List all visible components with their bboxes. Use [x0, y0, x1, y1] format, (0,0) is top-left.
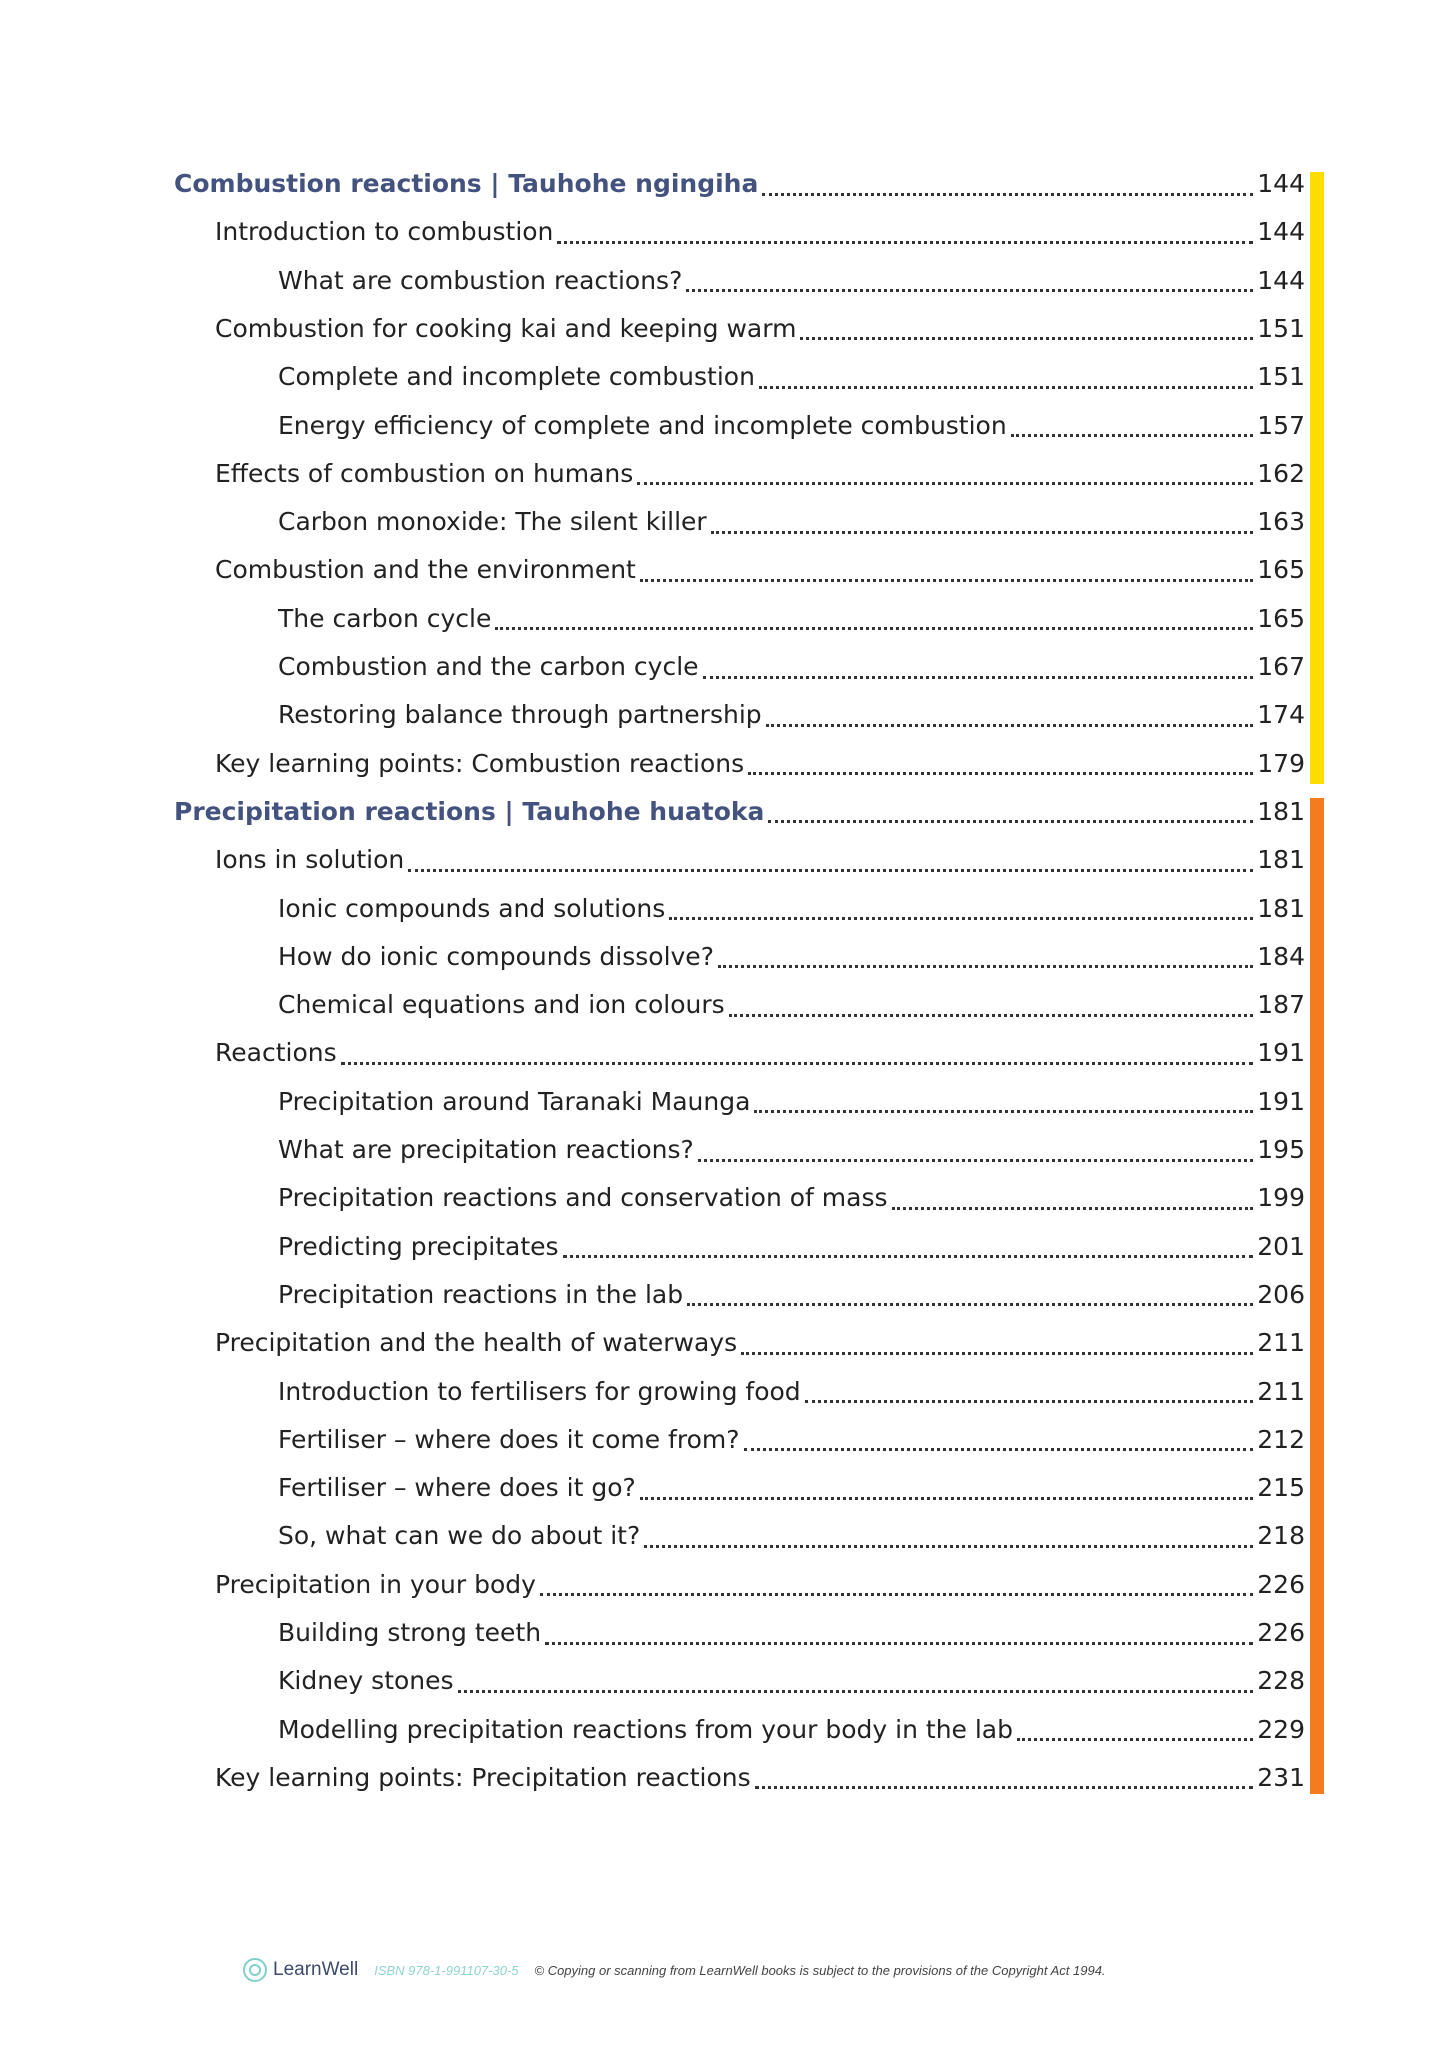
toc-entry-page-number: 218 — [1257, 1521, 1305, 1551]
toc-entry-page-number: 144 — [1257, 265, 1305, 295]
toc-section-entry[interactable] — [215, 305, 1305, 353]
toc-entry-page-number: 211 — [1257, 1328, 1305, 1358]
toc-entry-title: Combustion for cooking kai and keeping warm — [215, 313, 797, 343]
dot-leader — [458, 1690, 1254, 1693]
toc-entry-title: What are precipitation reactions? — [278, 1135, 694, 1164]
toc-entry-title: Precipitation in your body — [215, 1569, 536, 1599]
dot-leader — [744, 1448, 1254, 1451]
dot-leader — [1011, 434, 1254, 437]
toc-entry-title: Building strong teeth — [278, 1618, 542, 1647]
toc-entry-title: Complete and incomplete combustion — [278, 362, 755, 392]
toc-entry-page-number: 212 — [1257, 1424, 1305, 1454]
toc-entry-title: Precipitation reactions in the lab — [278, 1279, 684, 1309]
toc-chapter-entry[interactable] — [174, 160, 1305, 208]
toc-entry-title: Fertiliser – where does it come from? — [278, 1424, 740, 1454]
toc-entry-page-number: 184 — [1257, 941, 1305, 971]
dot-leader — [711, 531, 1254, 534]
toc-entry-page-number: 174 — [1257, 700, 1305, 730]
toc-section-entry[interactable] — [215, 208, 1305, 256]
toc-entry-page-number: 157 — [1257, 410, 1305, 440]
toc-subsection-entry[interactable] — [278, 1174, 1305, 1222]
dot-leader — [1017, 1738, 1253, 1741]
toc-entry-page-number: 199 — [1257, 1183, 1305, 1213]
toc-subsection-entry[interactable] — [278, 885, 1305, 933]
toc-subsection-entry[interactable] — [278, 353, 1305, 401]
toc-section-entry[interactable] — [215, 836, 1305, 884]
toc-chapter-entry[interactable] — [174, 788, 1305, 836]
toc-entry-title: The carbon cycle — [278, 603, 492, 633]
dot-leader — [754, 1110, 1253, 1113]
dot-leader — [729, 1014, 1254, 1017]
toc-entry-page-number: 191 — [1257, 1038, 1305, 1068]
dot-leader — [557, 241, 1253, 244]
toc-entry-page-number: 226 — [1257, 1569, 1305, 1599]
dot-leader — [759, 386, 1253, 389]
toc-subsection-entry[interactable] — [278, 933, 1305, 981]
toc-entry-title: Fertiliser – where does it go? — [278, 1473, 636, 1503]
toc-entry-page-number: 181 — [1257, 796, 1305, 826]
toc-entry-page-number: 162 — [1257, 458, 1305, 488]
toc-entry-title: Ionic compounds and solutions — [278, 893, 666, 923]
toc-subsection-entry[interactable] — [278, 1512, 1305, 1560]
dot-leader — [892, 1207, 1254, 1210]
toc-entry-page-number: 165 — [1257, 603, 1305, 633]
toc-entry-page-number: 226 — [1257, 1618, 1305, 1647]
dot-leader — [703, 676, 1254, 679]
toc-subsection-entry[interactable] — [278, 498, 1305, 546]
footer — [243, 1954, 1106, 1986]
dot-leader — [741, 1352, 1253, 1355]
dot-leader — [563, 1255, 1254, 1258]
dot-leader — [766, 724, 1254, 727]
dot-leader — [686, 289, 1253, 292]
dot-leader — [545, 1642, 1253, 1645]
toc-entry-page-number: 144 — [1257, 217, 1305, 247]
toc-entry-page-number: 229 — [1257, 1714, 1305, 1744]
toc-entry-title: Key learning points: Precipitation reactions — [215, 1762, 751, 1792]
toc-entry-title: Predicting precipitates — [278, 1231, 559, 1261]
toc-entry-page-number: 181 — [1257, 893, 1305, 923]
toc-entry-title: Effects of combustion on humans — [215, 458, 634, 488]
toc-entry-page-number: 191 — [1257, 1086, 1305, 1116]
toc-subsection-entry[interactable] — [278, 1706, 1305, 1754]
combustion-chapter-bar — [1310, 172, 1324, 784]
precipitation-chapter-bar — [1310, 798, 1324, 1794]
toc-section-entry[interactable] — [215, 1561, 1305, 1609]
toc-entry-page-number: 187 — [1257, 990, 1305, 1020]
toc-entry-title: Chemical equations and ion colours — [278, 990, 725, 1020]
dot-leader — [640, 1497, 1254, 1500]
toc-entry-page-number: 215 — [1257, 1473, 1305, 1503]
toc-entry-title: How do ionic compounds dissolve? — [278, 941, 714, 971]
dot-leader — [637, 482, 1253, 485]
toc-entry-title: Introduction to fertilisers for growing food — [278, 1376, 801, 1406]
toc-subsection-entry[interactable] — [278, 1271, 1305, 1319]
dot-leader — [644, 1545, 1253, 1548]
toc-subsection-entry[interactable] — [278, 257, 1305, 305]
toc-entry-page-number: 231 — [1257, 1762, 1305, 1792]
toc-entry-page-number: 151 — [1257, 362, 1305, 392]
toc-entry-page-number: 228 — [1257, 1666, 1305, 1696]
toc-entry-page-number: 181 — [1257, 845, 1305, 875]
toc-entry-title: Combustion reactions | Tauhohe ngingiha — [174, 169, 759, 198]
toc-section-entry[interactable] — [215, 1319, 1305, 1367]
toc-entry-title: Combustion and the carbon cycle — [278, 652, 699, 681]
logo-text: LearnWell — [273, 1959, 359, 1980]
toc-entry-title: Restoring balance through partnership — [278, 700, 762, 730]
toc-entry-title: What are combustion reactions? — [278, 265, 683, 295]
dot-leader — [698, 1159, 1253, 1162]
dot-leader — [540, 1593, 1253, 1596]
toc-entry-title: So, what can we do about it? — [278, 1521, 641, 1551]
toc-entry-page-number: 144 — [1257, 169, 1305, 198]
toc-entry-title: Combustion and the environment — [215, 555, 636, 585]
toc-section-entry[interactable] — [215, 546, 1305, 594]
dot-leader — [768, 820, 1253, 823]
dot-leader — [687, 1303, 1253, 1306]
toc-entry-page-number: 163 — [1257, 507, 1305, 537]
toc-entry-title: Kidney stones — [278, 1666, 454, 1696]
dot-leader — [718, 965, 1253, 968]
toc-entry-title: Carbon monoxide: The silent killer — [278, 507, 707, 537]
toc-subsection-entry[interactable] — [278, 1416, 1305, 1464]
toc-entry-page-number: 151 — [1257, 313, 1305, 343]
dot-leader — [805, 1400, 1254, 1403]
dot-leader — [748, 772, 1253, 775]
learnwell-logo-icon — [243, 1958, 267, 1982]
toc-entry-title: Introduction to combustion — [215, 217, 554, 247]
toc-subsection-entry[interactable] — [278, 1464, 1305, 1512]
toc-subsection-entry[interactable] — [278, 402, 1305, 450]
learnwell-logo — [243, 1958, 358, 1982]
toc-subsection-entry[interactable] — [278, 1609, 1305, 1657]
toc-entry-title: Reactions — [215, 1038, 337, 1068]
copyright-notice: © Copying or scanning from LearnWell books is subject to the provisions of the Copyright Act 1994. — [534, 1962, 1106, 1978]
toc-subsection-entry[interactable] — [278, 1657, 1305, 1705]
toc-entry-page-number: 195 — [1257, 1135, 1305, 1164]
toc-entry-title: Energy efficiency of complete and incomplete combustion — [278, 410, 1007, 440]
dot-leader — [800, 337, 1253, 340]
toc-entry-title: Key learning points: Combustion reactions — [215, 748, 745, 778]
toc-entry-title: Precipitation reactions | Tauhohe huatoka — [174, 796, 765, 826]
toc-section-entry[interactable] — [215, 1754, 1305, 1802]
toc-entry-page-number: 201 — [1257, 1231, 1305, 1261]
dot-leader — [640, 579, 1253, 582]
toc-entry-page-number: 179 — [1257, 748, 1305, 778]
toc-subsection-entry[interactable] — [278, 1368, 1305, 1416]
toc-subsection-entry[interactable] — [278, 1126, 1305, 1174]
toc-subsection-entry[interactable] — [278, 1223, 1305, 1271]
toc-entry-title: Precipitation reactions and conservation of mass — [278, 1183, 888, 1213]
dot-leader — [341, 1062, 1254, 1065]
dot-leader — [762, 193, 1253, 196]
toc-entry-page-number: 211 — [1257, 1376, 1305, 1406]
toc-entry-title: Ions in solution — [215, 845, 405, 875]
toc-subsection-entry[interactable] — [278, 1078, 1305, 1126]
isbn: ISBN 978-1-991107-30-5 — [374, 1962, 519, 1978]
toc-subsection-entry[interactable] — [278, 643, 1305, 691]
toc-subsection-entry[interactable] — [278, 981, 1305, 1029]
toc-section-entry[interactable] — [215, 450, 1305, 498]
dot-leader — [408, 869, 1253, 872]
toc-subsection-entry[interactable] — [278, 691, 1305, 739]
dot-leader — [495, 627, 1253, 630]
toc-subsection-entry[interactable] — [278, 595, 1305, 643]
toc-entry-title: Precipitation and the health of waterways — [215, 1328, 738, 1358]
toc-entry-title: Modelling precipitation reactions from your body in the lab — [278, 1714, 1013, 1744]
toc-entry-title: Precipitation around Taranaki Maunga — [278, 1086, 751, 1116]
toc-entry-page-number: 165 — [1257, 555, 1305, 585]
toc-entry-page-number: 167 — [1257, 652, 1305, 681]
toc-entry-page-number: 206 — [1257, 1279, 1305, 1309]
toc-section-entry[interactable] — [215, 1029, 1305, 1077]
dot-leader — [669, 917, 1253, 920]
dot-leader — [755, 1786, 1254, 1789]
toc-section-entry[interactable] — [215, 740, 1305, 788]
